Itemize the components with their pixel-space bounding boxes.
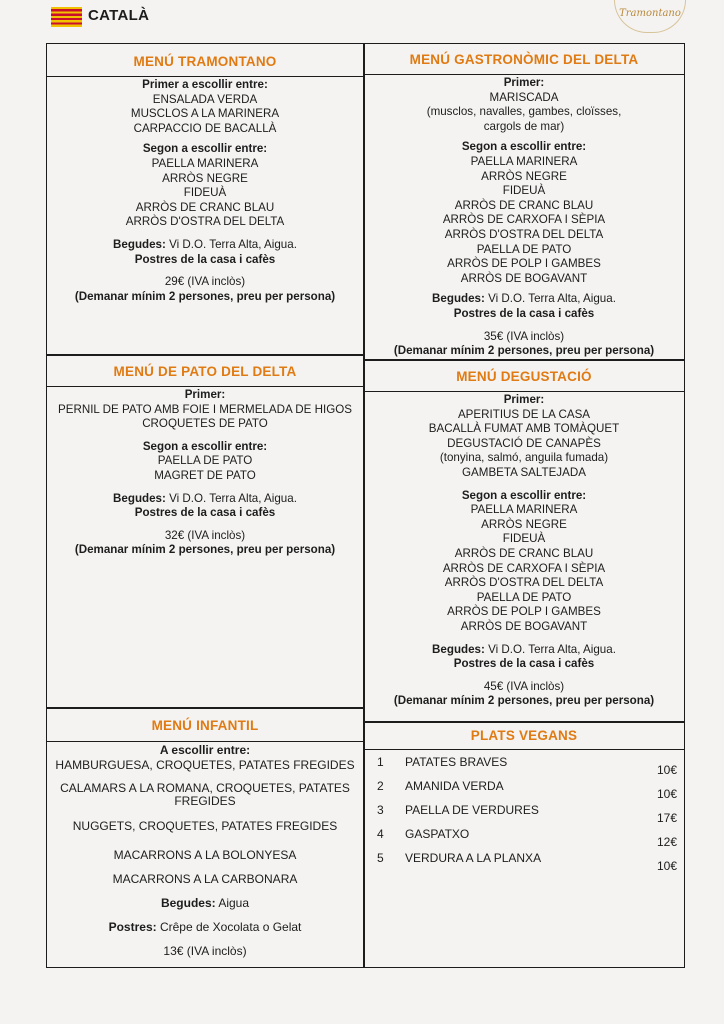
menu-item: ARRÒS DE BOGAVANT [460,271,588,285]
drinks-value: Vi D.O. Terra Alta, Aigua. [488,642,616,656]
drinks-line [47,492,363,507]
row-divider-left-2 [47,707,363,709]
menu-degustacio-title-rule [363,391,685,392]
drinks-value: Vi D.O. Terra Alta, Aigua. [488,292,616,306]
item-price: 10€ [656,787,677,801]
menu-item: HAMBURGUESA, CROQUETES, PATATES FREGIDES [55,758,355,772]
vegan-item [377,827,677,851]
second-label: Segon a escollir entre: [461,140,587,154]
menu-item: NUGGETS, CROQUETES, PATATES FREGIDES [72,819,338,833]
menu-pato-content [47,388,363,558]
drinks-line [47,238,363,253]
desserts-line: Postres de la casa i cafès [453,657,595,671]
price: 45€ (IVA inclòs) [483,679,565,693]
item-name: PATATES BRAVES [405,755,508,769]
item-number: 5 [377,851,384,865]
menu-item: ARRÒS D'OSTRA DEL DELTA [125,215,285,229]
row-divider-left-1 [47,354,363,356]
first-label: Primer: [503,76,545,89]
menu-item: cargols de mar) [483,119,565,133]
drinks-value: Vi D.O. Terra Alta, Aigua. [169,491,297,505]
menu-item: PAELLA DE PATO [157,454,253,468]
menu-item: MAGRET DE PATO [154,468,256,482]
menu-item: ARRÒS D'OSTRA DEL DELTA [444,576,604,590]
menu-item: GAMBETA SALTEJADA [462,465,586,479]
menu-item: ARRÒS DE POLP I GAMBES [447,257,601,271]
menu-item: MACARRONS A LA CARBONARA [112,872,298,886]
restaurant-logo: Tramontano [614,0,686,33]
second-label: Segon a escollir entre: [142,142,268,156]
menu-infantil-title-rule [47,741,363,742]
language-label: CATALÀ [88,7,150,24]
catalan-flag-icon [51,7,82,27]
drinks-label: Begudes: [113,491,166,505]
vegan-item [377,755,677,779]
menu-item: PAELLA MARINERA [470,503,578,517]
drinks-label: Begudes: [432,292,485,306]
desserts-label: Postres: [108,920,157,934]
menu-gastronomic-title-rule [363,74,685,75]
menu-item: CARPACCIO DE BACALLÀ [133,121,277,135]
desserts-line: Postres de la casa i cafès [134,506,276,520]
row-divider-right-1 [363,359,685,361]
first-label: Primer a escollir entre: [142,78,268,91]
drinks-line [47,897,363,910]
menu-gastronomic-title: MENÚ GASTRONÒMIC DEL DELTA [409,52,639,67]
item-price: 17€ [656,811,677,825]
menu-item: BACALLÀ FUMAT AMB TOMÀQUET [428,422,620,436]
menu-degustacio-content [363,393,685,709]
menu-tramontano-content [47,78,363,304]
menu-pato-title: MENÚ DE PATO DEL DELTA [113,364,297,379]
item-price: 10€ [656,763,677,777]
price: 35€ (IVA inclòs) [483,329,565,343]
menu-grid [46,43,685,968]
menu-item: PERNIL DE PATO AMB FOIE I MERMELADA DE HIGOS [58,402,352,416]
menu-item: ARRÒS DE CRANC BLAU [454,198,594,212]
menu-item: PAELLA DE PATO [476,590,572,604]
menu-item: ARRÒS DE POLP I GAMBES [447,605,601,619]
menu-item: ARRÒS DE BOGAVANT [460,619,588,633]
min-persons-note: (Demanar mínim 2 persones, preu per persona) [74,289,336,303]
menu-item: (musclos, navalles, gambes, cloïsses, [426,105,622,119]
price: 29€ (IVA inclòs) [164,275,246,289]
menu-item: MACARRONS A LA BOLONYESA [113,848,297,862]
item-name: PAELLA DE VERDURES [405,803,539,817]
vegan-item [377,803,677,827]
menu-item: ARRÒS DE CARXOFA I SÈPIA [442,561,606,575]
menu-item: DEGUSTACIÓ DE CANAPÈS [447,436,601,450]
menu-item: PAELLA DE PATO [476,242,572,256]
menu-item: ENSALADA VERDA [152,92,258,106]
menu-item: ARRÒS NEGRE [481,517,567,531]
min-persons-note: (Demanar mínim 2 persones, preu per persona) [74,543,336,557]
menu-item: (tonyina, salmó, anguila fumada) [439,451,609,465]
menu-item: CROQUETES DE PATO [142,417,268,431]
vegan-item [377,779,677,803]
drinks-line [363,292,685,307]
drinks-label: Begudes: [113,237,166,251]
desserts-line [47,921,363,934]
menu-item: ARRÒS DE CARXOFA I SÈPIA [442,213,606,227]
desserts-value: Crêpe de Xocolata o Gelat [159,920,302,934]
menu-item: ARRÒS D'OSTRA DEL DELTA [444,227,604,241]
menu-item: FIDEUÀ [183,186,227,200]
price: 13€ (IVA inclòs) [163,944,247,958]
desserts-line: Postres de la casa i cafès [134,252,276,266]
menu-infantil-title: MENÚ INFANTIL [151,718,259,733]
menu-item: APERITIUS DE LA CASA [457,407,591,421]
menu-item: ARRÒS NEGRE [481,169,567,183]
item-name: AMANIDA VERDA [405,779,504,793]
item-number: 1 [377,755,384,769]
menu-infantil-content [47,744,363,958]
item-number: 3 [377,803,384,817]
second-label: Segon a escollir entre: [461,488,587,502]
plats-vegans-title: PLATS VEGANS [470,728,578,743]
drinks-label: Begudes: [432,642,485,656]
second-label: Segon a escollir entre: [142,439,268,453]
menu-item: MARISCADA [489,90,559,104]
item-name: VERDURA A LA PLANXA [405,851,542,865]
desserts-line: Postres de la casa i cafès [453,306,595,320]
menu-gastronomic-content [363,76,685,359]
menu-degustacio-title: MENÚ DEGUSTACIÓ [456,369,592,384]
menu-item: ARRÒS NEGRE [162,171,248,185]
menu-item: CALAMARS A LA ROMANA, CROQUETES, PATATES [60,781,350,795]
drinks-value: Vi D.O. Terra Alta, Aigua. [169,237,297,251]
menu-item: PAELLA MARINERA [470,154,578,168]
choose-label: A escollir entre: [159,743,251,757]
drinks-value: Aigua [218,896,250,910]
row-divider-right-2 [363,721,685,723]
min-persons-note: (Demanar mínim 2 persones, preu per persona) [393,694,655,708]
item-name: GASPATXO [405,827,470,841]
first-label: Primer: [184,388,226,401]
first-label: Primer: [503,393,545,406]
drinks-line [363,643,685,658]
vegan-item [377,851,677,875]
menu-item: FIDEUÀ [502,184,546,198]
item-price: 12€ [656,835,677,849]
vegan-list [377,755,677,885]
plats-vegans-title-rule [363,749,685,750]
min-persons-note: (Demanar mínim 2 persones, preu per persona) [393,344,655,358]
menu-item: FIDEUÀ [502,532,546,546]
price: 32€ (IVA inclòs) [164,528,246,542]
menu-item: FREGIDES [174,794,236,808]
menu-item: PAELLA MARINERA [151,156,259,170]
menu-tramontano-title: MENÚ TRAMONTANO [133,54,277,69]
item-number: 4 [377,827,384,841]
drinks-label: Begudes: [160,896,216,910]
menu-pato-title-rule [47,386,363,387]
menu-item: MUSCLOS A LA MARINERA [130,107,280,121]
menu-item: ARRÒS DE CRANC BLAU [454,546,594,560]
menu-item: ARRÒS DE CRANC BLAU [135,200,275,214]
item-price: 10€ [656,859,677,873]
item-number: 2 [377,779,384,793]
menu-tramontano-title-rule [47,76,363,77]
